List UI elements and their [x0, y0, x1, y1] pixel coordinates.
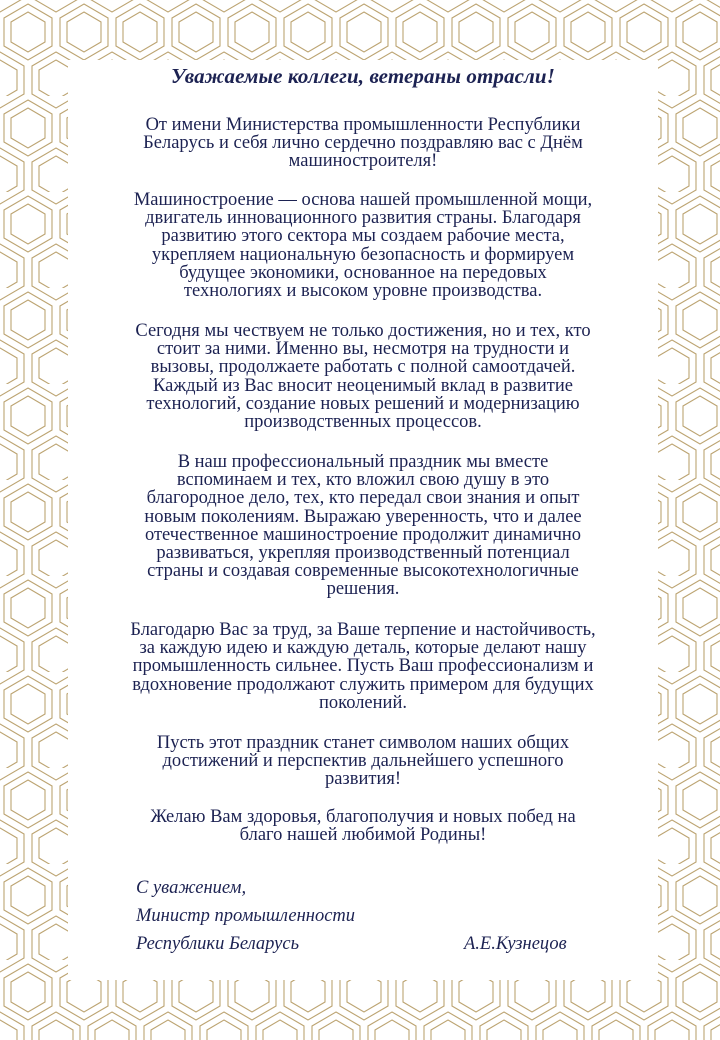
text-line: достижений и перспектив дальнейшего успешного — [162, 751, 564, 772]
paragraph-honoring — [68, 322, 658, 431]
text-line: производственных процессов. — [244, 412, 482, 433]
paragraph-gratitude — [68, 621, 658, 712]
text-line: промышленность сильнее. Пусть Ваш профессионализм и — [132, 656, 594, 677]
text-line: развитию этого сектора мы создаем рабочие места, — [161, 226, 565, 247]
text-line: Пусть этот праздник станет символом наших общих — [156, 733, 570, 753]
text-line: стоит за ними. Именно вы, несмотря на трудности и — [156, 339, 570, 360]
text-line: В наш профессиональный праздник мы вместе — [177, 452, 549, 472]
text-line: отечественное машиностроение продолжит динамично — [144, 524, 582, 545]
text-line: технологий, создание новых решений и модернизацию — [146, 393, 580, 414]
paragraph-symbol — [68, 734, 658, 789]
text-line: поколений. — [319, 692, 407, 713]
text-line: технологиях и высоком уровне производства. — [183, 281, 543, 302]
text-line: решения. — [326, 579, 400, 600]
text-line: будущее экономики, основанное на передовых — [179, 262, 547, 283]
signature-block — [136, 874, 456, 958]
text-line: новым поколениям. Выражаю уверенность, что и далее — [144, 506, 582, 527]
paragraph-wishes — [68, 808, 658, 844]
text-line: Желаю Вам здоровья, благополучия и новых побед на — [150, 807, 576, 827]
text-line: вспоминаем и тех, кто вложил свою душу в это — [176, 470, 550, 491]
text-line: двигатель инновационного развития страны. Благодаря — [145, 208, 581, 229]
text-line: вызовы, продолжаете работать с полной самоотдачей. — [150, 357, 576, 378]
signature-country: Республики Беларусь — [136, 934, 300, 954]
text-line: Благодарю Вас за труд, за Ваше терпение и настойчивость, — [130, 620, 596, 640]
text-line: Машиностроение — основа нашей промышленной мощи, — [133, 190, 593, 210]
text-line: страны и создавая современные высокотехнологичные — [147, 561, 579, 582]
text-line: От имени Министерства промышленности Республики — [145, 115, 581, 135]
text-line: благородное дело, тех, кто передал свои знания и опыт — [146, 488, 580, 509]
text-line: развития! — [324, 769, 402, 790]
text-line: Беларусь и себя лично сердечно поздравляю вас с Днём — [143, 133, 583, 154]
paragraph-mechanical-engineering — [68, 191, 658, 300]
text-line: укрепляем национальную безопасность и формируем — [151, 244, 575, 265]
text-line: машиностроителя! — [288, 151, 438, 172]
letter-title: Уважаемые коллеги, ветераны отрасли! — [171, 64, 555, 88]
text-line: Сегодня мы чествуем не только достижения, но и тех, кто — [135, 321, 591, 341]
signature-position: Министр промышленности — [136, 906, 356, 926]
paragraph-holiday — [68, 453, 658, 599]
paragraph-greeting — [68, 116, 658, 171]
letter-body — [68, 60, 658, 980]
text-line: вдохновение продолжают служить примером для будущих — [132, 674, 594, 695]
text-line: развиваться, укрепляя производственный потенциал — [156, 543, 570, 564]
text-line: за каждую идею и каждую деталь, которые делают нашу — [139, 638, 587, 659]
text-line: Каждый из Вас вносит неоценимый вклад в развитие — [153, 375, 573, 396]
signature-closing: С уважением, — [136, 878, 247, 898]
text-line: благо нашей любимой Родины! — [239, 825, 487, 846]
signature-name: А.Е.Кузнецов — [464, 934, 567, 954]
